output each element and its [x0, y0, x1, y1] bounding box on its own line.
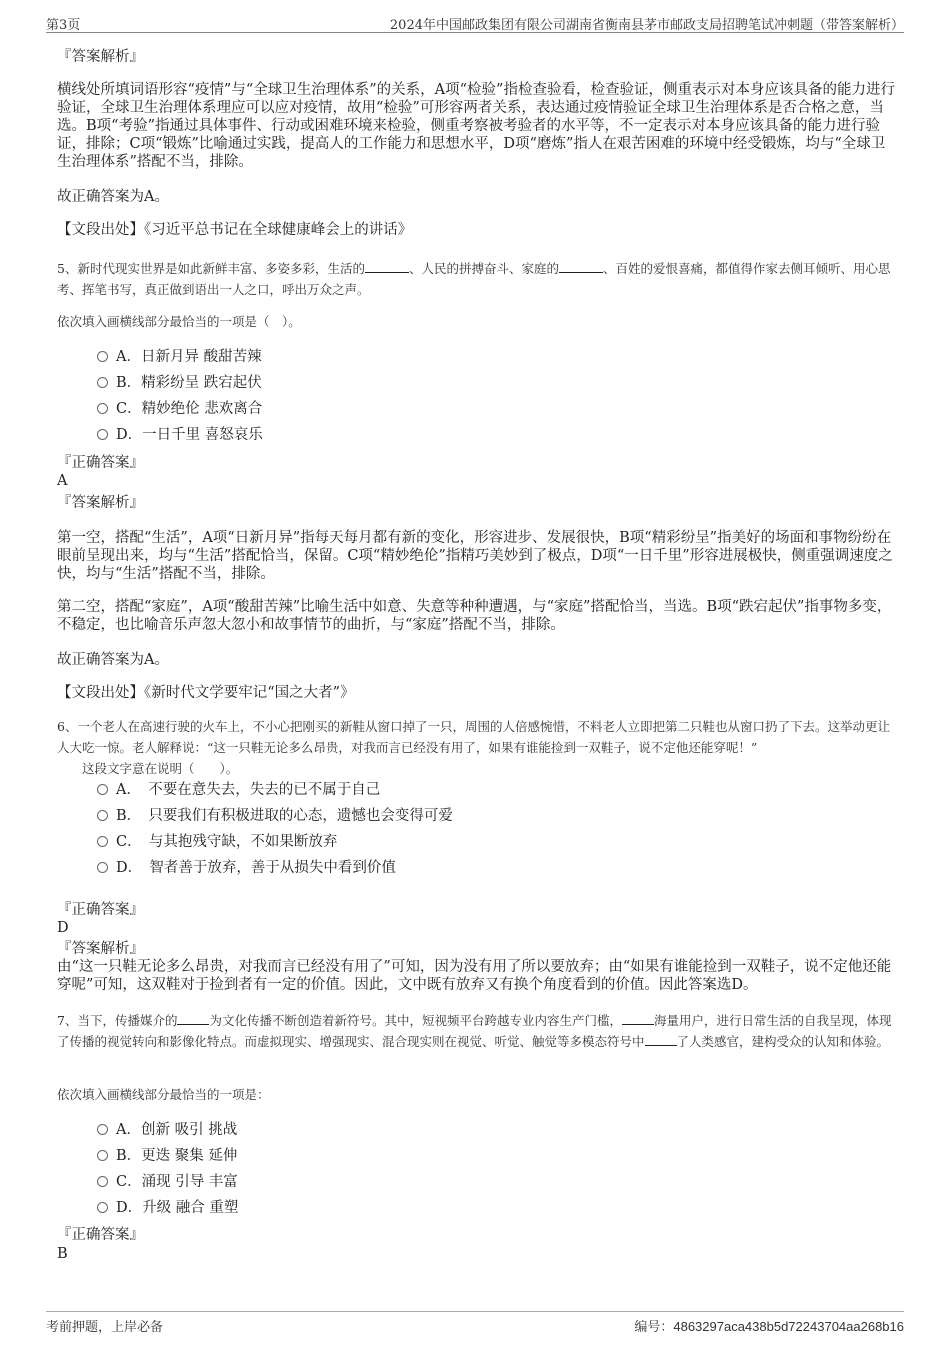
- q7-option-a[interactable]: A．创新 吸引 挑战: [97, 1121, 237, 1139]
- q7-answer-label: 『正确答案』: [57, 1227, 144, 1243]
- radio-icon[interactable]: [97, 1202, 108, 1213]
- source-title: 《习近平总书记在全球健康峰会上的讲话》: [144, 222, 413, 238]
- q7-stem: 7、当下，传播媒介的 为文化传播不断创造着新符号。其中，短视频平台跨越专业内容生产门槛， 海量用户，进行日常生活的自我呈现，体现了传播的视觉转向和影像化特点。而虚拟现实、增强现实、混合现实则在视觉、听觉、触觉等多模态符号中 了人类感官，建构受众的认知和体验。: [57, 1013, 892, 1049]
- page-header: [46, 10, 904, 33]
- document-title: 2024年中国邮政集团有限公司湖南省衡南县茅市邮政支局招聘笔试冲刺题（带答案解析）: [389, 18, 904, 33]
- q5-option-b[interactable]: B．精彩纷呈 跌宕起伏: [97, 374, 262, 392]
- q7-option-d[interactable]: D．升级 融合 重塑: [97, 1199, 238, 1217]
- q6-prompt: 这段文字意在说明（ ）。: [82, 761, 239, 776]
- page-number: 第3页: [46, 18, 81, 33]
- q6-option-c[interactable]: C． 与其抱残守缺，不如果断放弃: [97, 833, 337, 851]
- q5-option-d[interactable]: D．一日千里 喜怒哀乐: [97, 426, 263, 444]
- radio-icon[interactable]: [97, 810, 108, 821]
- q5-analysis-2: 第二空，搭配“家庭”，A项“酸甜苦辣”比喻生活中如意、失意等种种遭遇，与“家庭”搭配恰当，当选。B项“跌宕起伏”指事物多变，不稳定，也比喻音乐声忽大忽小和故事情节的曲折，与“家庭”搭配不当，排除。: [57, 599, 892, 633]
- footer-code: 编号：4863297aca438b5d72243704aa268b16: [634, 1319, 904, 1335]
- q6-answer-label: 『正确答案』: [57, 902, 144, 918]
- q4-conclusion: 故正确答案为A。: [57, 189, 169, 205]
- q5-option-c[interactable]: C．精妙绝伦 悲欢离合: [97, 400, 262, 418]
- radio-icon[interactable]: [97, 836, 108, 847]
- radio-icon[interactable]: [97, 351, 108, 362]
- q7-answer: B: [57, 1246, 68, 1262]
- radio-icon[interactable]: [97, 1176, 108, 1187]
- q5-conclusion: 故正确答案为A。: [57, 652, 169, 668]
- blank-3: [645, 1033, 677, 1046]
- q5-stem: 5、新时代现实世界是如此新鲜丰富、多姿多彩，生活的 、人民的拼搏奋斗、家庭的 、百姓的爱恨喜痛，都值得作家去侧耳倾听、用心思考、挥笔书写，真正做到语出一人之口，呼出万众之声。: [57, 261, 891, 297]
- q6-option-b[interactable]: B． 只要我们有积极进取的心态，遗憾也会变得可爱: [97, 807, 453, 825]
- blank-2: [622, 1012, 654, 1025]
- q7-option-b[interactable]: B．更迭 聚集 延伸: [97, 1147, 237, 1165]
- q6-stem: 6、一个老人在高速行驶的火车上，不小心把刚买的新鞋从窗口掉了一只，周围的人倍感惋惜，不料老人立即把第二只鞋也从窗口扔了下去。这举动更让人大吃一惊。老人解释说：“这一只鞋无论多么昂贵，对我而言已经没有用了，如果有谁能捡到一双鞋子，说不定他还能穿呢！”: [57, 719, 890, 755]
- footer-slogan: 考前押题，上岸必备: [46, 1320, 164, 1335]
- radio-icon[interactable]: [97, 403, 108, 414]
- q7-option-c[interactable]: C．涌现 引导 丰富: [97, 1173, 238, 1191]
- radio-icon[interactable]: [97, 377, 108, 388]
- q5-analysis-1: 第一空，搭配“生活”，A项“日新月异”指每天每月都有新的变化，形容进步、发展很快，B项“精彩纷呈”指美好的场面和事物纷纷在眼前呈现出来，均与“生活”搭配恰当，保留。C项“精妙绝伦”指精巧美妙到了极点，D项“一日千里”形容进展极快，侧重强调速度之快，均与“生活”搭配不当，排除。: [57, 530, 893, 582]
- blank-1: [365, 260, 409, 273]
- q4-source: [57, 221, 897, 239]
- q5-option-a[interactable]: A．日新月异 酸甜苦辣: [97, 348, 262, 366]
- q4-analysis-text: 横线处所填词语形容“疫情”与“全球卫生治理体系”的关系，A项“检验”指检查验看，检查验证，侧重表示对本身应该具备的能力进行验证，全球卫生治理体系理应可以应对疫情，故用“检验”可形容两者关系，表达通过疫情验证全球卫生治理体系是否合格之意，当选。B项“考验”指通过具体事件、行动或困难环境来检验，侧重考察被考验者的水平等，不一定表示对本身应该具备的能力进行验证，排除；C项“锻炼”比喻通过实践，提高人的工作能力和思想水平，D项“磨炼”指人在艰苦困难的环境中经受锻炼，均与“全球卫生治理体系”搭配不当，排除。: [57, 82, 895, 170]
- q6-option-d[interactable]: D． 智者善于放弃，善于从损失中看到价值: [97, 859, 396, 877]
- blank-1: [177, 1012, 209, 1025]
- page-footer: [46, 1311, 904, 1334]
- q6-analysis-label: 『答案解析』: [57, 941, 144, 957]
- source-label: 【文段出处】: [57, 222, 144, 238]
- q5-source: [57, 684, 897, 702]
- q5-analysis-label: 『答案解析』: [57, 495, 144, 511]
- source-title: 《新时代文学要牢记“国之大者”》: [144, 685, 355, 701]
- radio-icon[interactable]: [97, 1150, 108, 1161]
- q6-analysis-text: 由“这一只鞋无论多么昂贵，对我而言已经没有用了”可知，因为没有用了所以要放弃；由“如果有谁能捡到一双鞋子，说不定他还能穿呢”可知，这双鞋对于捡到者有一定的价值。因此，文中既有放弃又有换个角度看到的价值。因此答案选D。: [57, 959, 892, 993]
- radio-icon[interactable]: [97, 784, 108, 795]
- radio-icon[interactable]: [97, 429, 108, 440]
- blank-2: [559, 260, 603, 273]
- q7-prompt: 依次填入画横线部分最恰当的一项是：: [57, 1087, 270, 1102]
- q6-option-a[interactable]: A． 不要在意失去，失去的已不属于自己: [97, 781, 380, 799]
- source-label: 【文段出处】: [57, 685, 144, 701]
- q4-analysis-label: 『答案解析』: [57, 49, 144, 65]
- q5-answer: A: [57, 473, 68, 489]
- radio-icon[interactable]: [97, 862, 108, 873]
- q6-answer: D: [57, 920, 69, 936]
- q5-prompt: 依次填入画横线部分最恰当的一项是（ ）。: [57, 314, 301, 329]
- q5-answer-label: 『正确答案』: [57, 455, 144, 471]
- radio-icon[interactable]: [97, 1124, 108, 1135]
